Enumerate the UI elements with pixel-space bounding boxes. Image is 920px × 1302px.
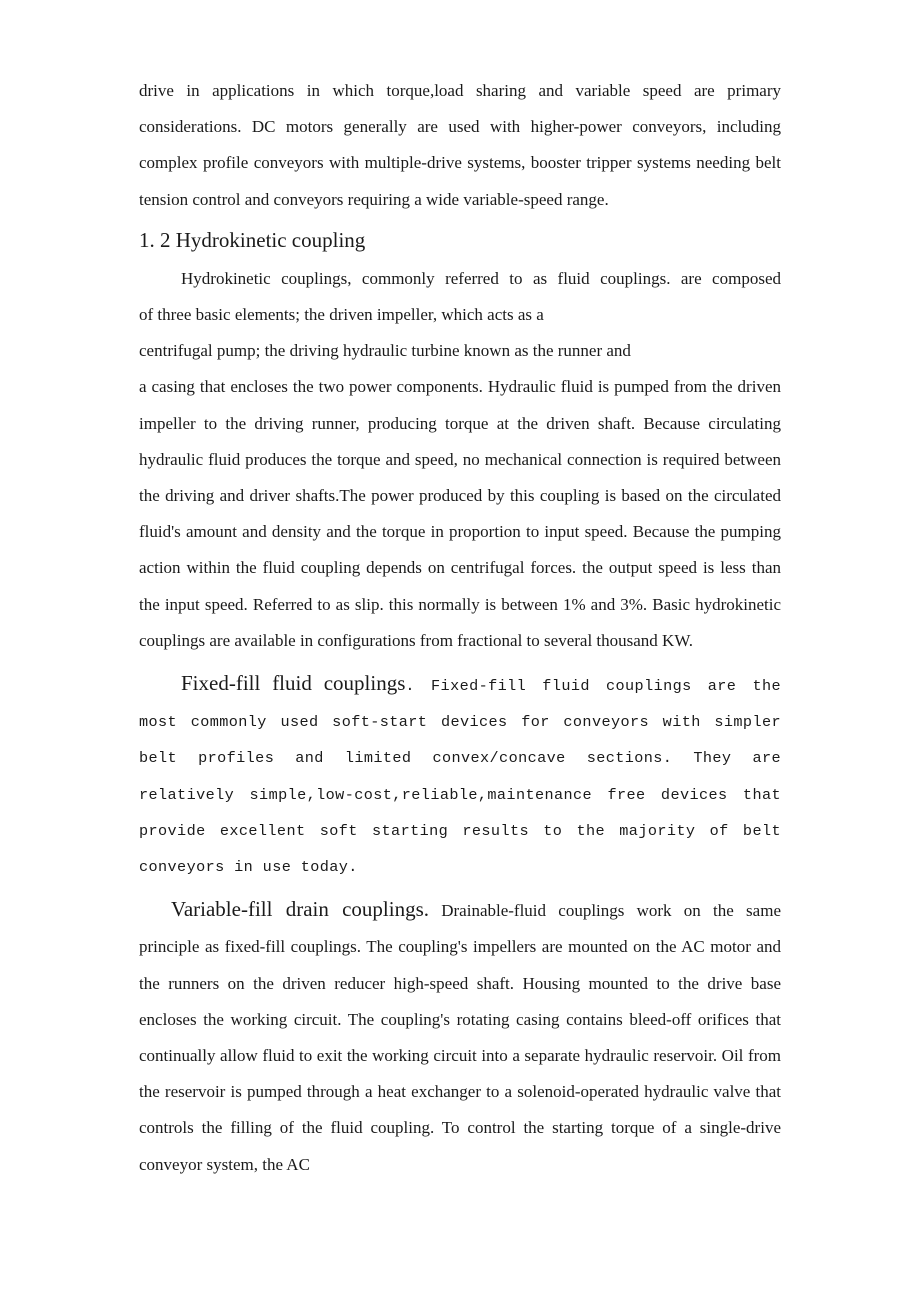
section-heading: 1. 2 Hydrokinetic coupling [139, 227, 366, 252]
run-in-heading-variable-fill: Variable-fill drain couplings. [171, 897, 429, 922]
run-in-heading-fixed-fill: Fixed-fill fluid couplings [181, 671, 406, 696]
paragraph-line: of three basic elements; the driven impeller, which acts as a [139, 305, 544, 325]
paragraph-line: Hydrokinetic couplings, commonly referred to as fluid couplings. are composed [181, 268, 781, 288]
paragraph-fixed-fill [139, 665, 781, 885]
paragraph-line: centrifugal pump; the driving hydraulic turbine known as the runner and [139, 341, 631, 361]
paragraph-body: a casing that encloses the two power components. Hydraulic fluid is pumped from the driven impeller to the driving runner, producing torque at the driven shaft. Because circulating hydraulic fluid produces the torque and speed, no mechanical connection is required between the driving and driver shafts.The power produced by this coupling is based on the circulated fluid's amount and density and the torque in proportion to input speed. Because the pumping action within the fluid coupling depends on centrifugal forces. the output speed is less than the input speed. Referred to as slip. this normally is between 1% and 3%. Basic hydrokinetic couplings are available in configurations from fractional to several thousand KW. [139, 377, 781, 650]
variable-fill-text: Drainable-fluid couplings work on the same principle as fixed-fill couplings. The coupling's impellers are mounted on the AC motor and the runners on the driven reducer high-speed shaft. Housing mounted to the drive base encloses the working circuit. The coupling's rotating casing contains bleed-off orifices that continually allow fluid to exit the working circuit into a separate hydraulic reservoir. Oil from the reservoir is pumped through a heat exchanger to a solenoid-operated hydraulic valve that controls the filling of the fluid coupling. To control the starting torque of a single-drive conveyor system, the AC [139, 901, 781, 1174]
document-page [139, 73, 781, 1183]
paragraph-hydrokinetic [139, 261, 781, 659]
fixed-fill-text: . Fixed-fill fluid couplings are the most commonly used soft-start devices for conveyors with simpler belt profiles and limited convex/concave sections. They are relatively simple,low-cost,reliable,maintenance free devices that provide excellent soft starting results to the majority of belt conveyors in use today. [139, 677, 781, 877]
paragraph-dc-motors: drive in applications in which torque,load sharing and variable speed are primary considerations. DC motors generally are used with higher-power conveyors, including complex profile conveyors with multiple-drive systems, booster tripper systems needing belt tension control and conveyors requiring a wide variable-speed range. [139, 81, 781, 209]
paragraph-variable-fill [139, 891, 781, 1183]
